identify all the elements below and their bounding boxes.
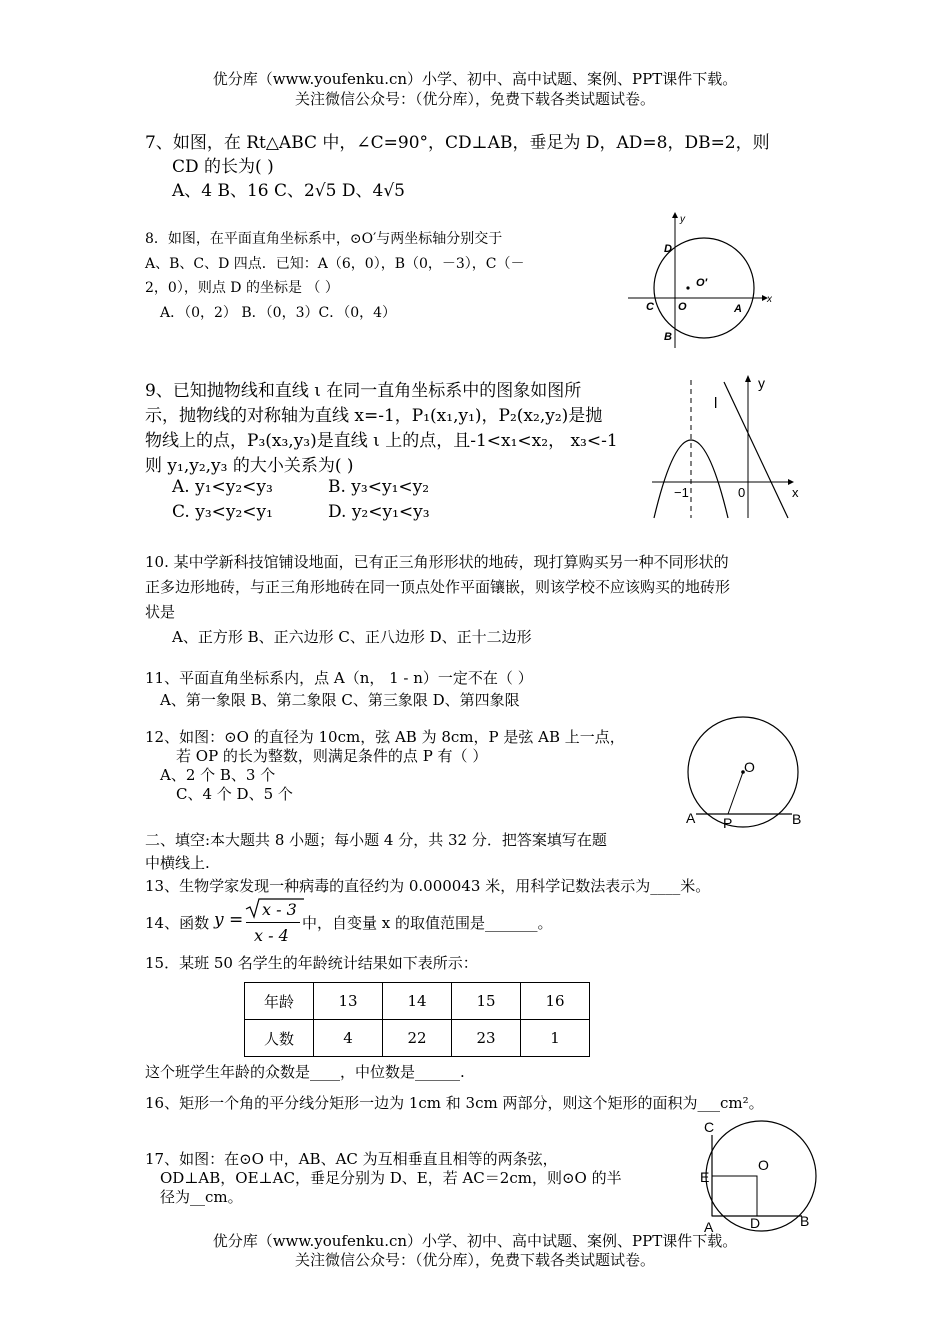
q17-line1: 17、如图：在⊙O 中，AB、AC 为互相垂直且相等的两条弦， bbox=[145, 1150, 558, 1168]
q8-figure bbox=[622, 208, 772, 353]
q8-line2: A、B、C、D 四点．已知：A（6，0），B（0，－3），C（－ bbox=[145, 256, 525, 272]
q7-options: A、4 B、16 C、2√5 D、4√5 bbox=[172, 181, 405, 201]
q17-fig-D: D bbox=[750, 1215, 761, 1231]
q11-line1: 11、平面直角坐标系内，点 A（n， 1 - n）一定不在（ ） bbox=[145, 669, 533, 687]
q8-fig-B: B bbox=[664, 331, 672, 343]
q9-option-a: A. y₁<y₂<y₃ bbox=[172, 477, 273, 497]
table-row bbox=[245, 983, 590, 1020]
table-cell: 23 bbox=[452, 1020, 521, 1057]
q8-fig-C: C bbox=[646, 301, 654, 313]
q8-fig-D: D bbox=[664, 243, 672, 255]
table-cell: 22 bbox=[383, 1020, 452, 1057]
q15-line1: 15．某班 50 名学生的年龄统计结果如下表所示： bbox=[145, 954, 478, 972]
q7-line1: 7、如图，在 Rt△ABC 中，∠C=90°，CD⊥AB，垂足为 D，AD=8，DB=2，则 bbox=[145, 133, 770, 153]
q17-fig-B: B bbox=[800, 1213, 810, 1229]
q14-sqrt bbox=[244, 897, 298, 917]
q9-line1: 9、已知抛物线和直线 ι 在同一直角坐标系中的图象如图所 bbox=[145, 381, 582, 401]
footer-line1: 优分库（www.youfenku.cn）小学、初中、高中试题、案例、PPT课件下载。 bbox=[212, 1232, 738, 1250]
q17-fig-C: C bbox=[704, 1119, 715, 1135]
section2-line1: 二、填空:本大题共 8 小题；每小题 4 分，共 32 分．把答案填写在题 bbox=[145, 831, 607, 849]
q14-suffix: 中，自变量 x 的取值范围是_______。 bbox=[302, 914, 553, 932]
q12-line1: 12、如图：⊙O 的直径为 10cm，弦 AB 为 8cm，P 是弦 AB 上一点， bbox=[145, 728, 625, 746]
q14-denominator: x - 4 bbox=[254, 926, 289, 945]
q17-fig-O: O bbox=[758, 1157, 769, 1173]
q14-numerator: x - 3 bbox=[262, 900, 297, 919]
q9-fig-l: l bbox=[714, 395, 718, 412]
q10-line3: 状是 bbox=[145, 603, 176, 621]
q10-line2: 正多边形地砖，与正三角形地砖在同一顶点处作平面镶嵌，则该学校不应该购买的地砖形 bbox=[145, 578, 731, 596]
q8-fig-y: y bbox=[680, 214, 685, 225]
q10-line1: 10. 某中学新科技馆铺设地面，已有正三角形形状的地砖，现打算购买另一种不同形状的 bbox=[145, 553, 729, 571]
table-row bbox=[245, 1020, 590, 1057]
q7-line2: CD 的长为( ) bbox=[172, 157, 274, 177]
q8-fig-O: O bbox=[678, 301, 687, 313]
q17-fig-A: A bbox=[704, 1219, 714, 1235]
table-cell: 4 bbox=[314, 1020, 383, 1057]
q9-fig-y: y bbox=[758, 375, 765, 391]
q12-fig-P: P bbox=[723, 815, 733, 831]
q9-fig-neg1: −1 bbox=[674, 485, 689, 500]
q9-line2: 示，抛物线的对称轴为直线 x=-1，P₁(x₁,y₁)，P₂(x₂,y₂)是抛 bbox=[145, 406, 603, 426]
q8-fig-O1: O′ bbox=[696, 277, 708, 289]
table-cell: 16 bbox=[521, 983, 590, 1020]
q8-options: A．（0，2） B．（0，3）C．（0，4） bbox=[160, 305, 397, 321]
age-table bbox=[244, 982, 590, 1057]
q16: 16、矩形一个角的平分线分矩形一边为 1cm 和 3cm 两部分，则这个矩形的面积为___cm²。 bbox=[145, 1094, 764, 1112]
q9-line3: 物线上的点，P₃(x₃,y₃)是直线 ι 上的点，且-1<x₁<x₂， x₃<-1 bbox=[145, 431, 618, 451]
table-cell: 年龄 bbox=[245, 983, 314, 1020]
q9-line4: 则 y₁,y₂,y₃ 的大小关系为( ) bbox=[145, 456, 354, 476]
q12-options-row1: A、2 个 B、3 个 bbox=[160, 766, 276, 784]
q12-fig-B: B bbox=[792, 811, 802, 827]
q17-line2: OD⊥AB，OE⊥AC，垂足分别为 D、E，若 AC＝2cm，则⊙O 的半 bbox=[160, 1169, 622, 1187]
q9-option-c: C. y₃<y₂<y₁ bbox=[172, 502, 273, 522]
q13: 13、生物学家发现一种病毒的直径约为 0.000043 米，用科学记数法表示为____米。 bbox=[145, 877, 711, 895]
q8-fig-A: A bbox=[734, 303, 742, 315]
q12-fig-A: A bbox=[686, 810, 696, 826]
table-cell: 13 bbox=[314, 983, 383, 1020]
q12-options-row2: C、4 个 D、5 个 bbox=[176, 785, 293, 803]
q9-fig-zero: 0 bbox=[738, 485, 746, 500]
q8-line1: 8．如图，在平面直角坐标系中，⊙O′与两坐标轴分别交于 bbox=[145, 231, 503, 247]
q15-line2: 这个班学生年龄的众数是____，中位数是______. bbox=[145, 1063, 465, 1081]
q9-figure bbox=[648, 370, 808, 520]
table-cell: 15 bbox=[452, 983, 521, 1020]
q17-line3: 径为__cm。 bbox=[160, 1188, 243, 1206]
q12-line2: 若 OP 的长为整数，则满足条件的点 P 有（ ） bbox=[176, 747, 488, 765]
section2-line2: 中横线上. bbox=[145, 854, 210, 872]
table-cell: 1 bbox=[521, 1020, 590, 1057]
q14-prefix: 14、函数 bbox=[145, 914, 210, 932]
header-line2: 关注微信公众号：（优分库），免费下载各类试题试卷。 bbox=[294, 90, 655, 108]
q11-options: A、第一象限 B、第二象限 C、第三象限 D、第四象限 bbox=[160, 691, 520, 709]
q14-y: y = bbox=[214, 910, 244, 930]
q9-option-b: B. y₃<y₁<y₂ bbox=[328, 477, 430, 497]
q8-line3: 2，0），则点 D 的坐标是 （ ） bbox=[145, 280, 339, 296]
table-cell: 人数 bbox=[245, 1020, 314, 1057]
q17-figure bbox=[690, 1116, 820, 1236]
table-cell: 14 bbox=[383, 983, 452, 1020]
q9-option-d: D. y₂<y₁<y₃ bbox=[328, 502, 430, 522]
q9-fig-x: x bbox=[792, 485, 799, 500]
q8-fig-x: x bbox=[767, 294, 772, 305]
q12-fig-O: O bbox=[744, 759, 755, 775]
footer-line2: 关注微信公众号：（优分库），免费下载各类试题试卷。 bbox=[294, 1251, 655, 1269]
q14-fraction-bar bbox=[246, 922, 300, 923]
q10-options: A、正方形 B、正六边形 C、正八边形 D、正十二边形 bbox=[172, 628, 532, 646]
q17-fig-E: E bbox=[700, 1169, 710, 1185]
header-line1: 优分库（www.youfenku.cn）小学、初中、高中试题、案例、PPT课件下载。 bbox=[212, 70, 738, 88]
q12-figure bbox=[680, 712, 810, 832]
